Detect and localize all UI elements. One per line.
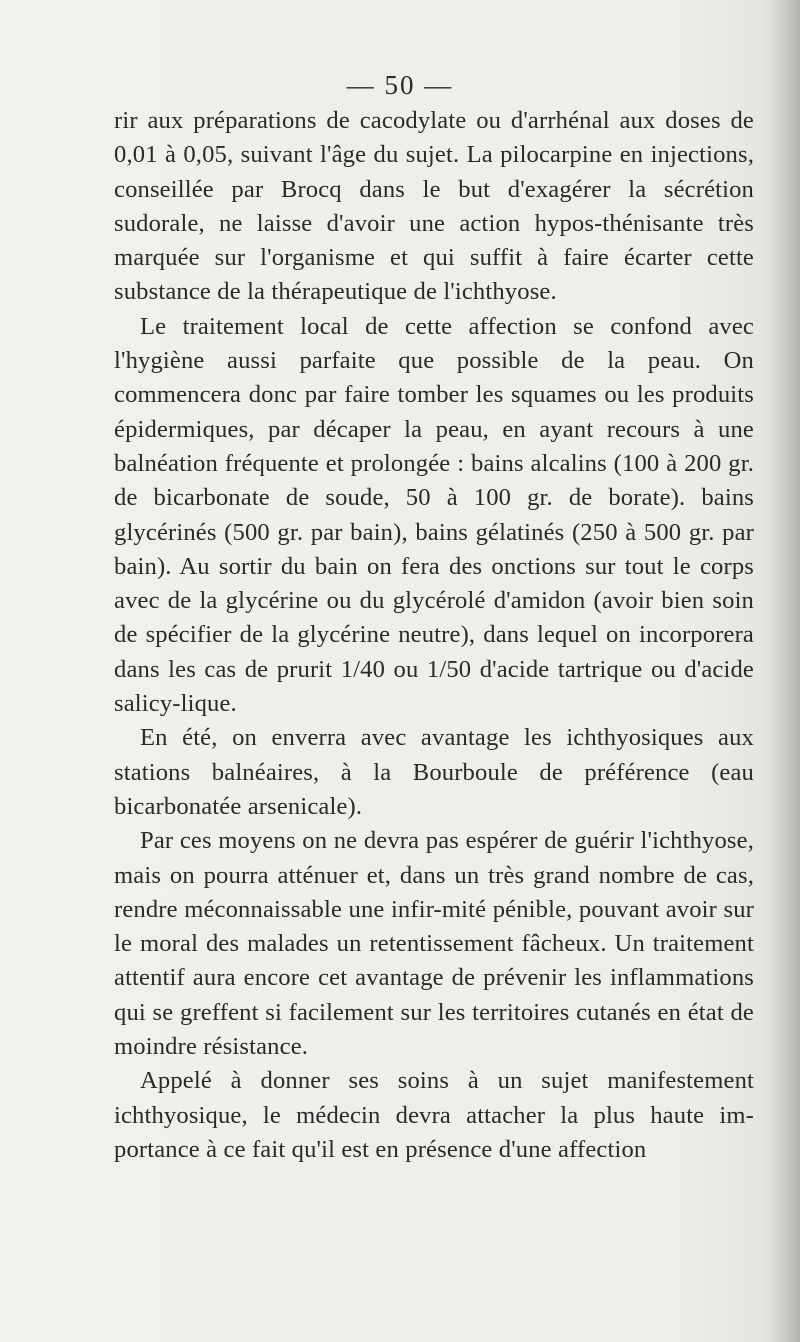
body-text bbox=[114, 104, 754, 1167]
paragraph-expected-results: Par ces moyens on ne devra pas espérer de guérir l'ichthyose, mais on pourra atténuer et, dans un très grand nombre de cas, rendre méconnaissable une infir-mité pénible, pouvant avoir sur le moral des malades un retentissement fâcheux. Un traitement attentif aura encore cet avantage de prévenir les inflammations qui se greffent si facilement sur les territoires cutanés en état de moindre résistance. bbox=[114, 827, 754, 1061]
paragraph-continued: rir aux préparations de cacodylate ou d'arrhénal aux doses de 0,01 à 0,05, suivant l'âge du sujet. La pilocarpine en injections, conseillée par Brocq dans le but d'exagérer la sécrétion sudorale, ne laisse d'avoir une action hypos-thénisante très marquée sur l'organisme et qui suffit à faire écarter cette substance de la thérapeutique de l'ichthyose. bbox=[114, 107, 754, 306]
page-number: — 50 — bbox=[346, 70, 454, 100]
paragraph-summer-stations: En été, on enverra avec avantage les ichthyosiques aux stations balnéaires, à la Bourboule de préférence (eau bicarbonatée arsenicale). bbox=[114, 724, 754, 820]
page-edge-shadow bbox=[766, 0, 800, 1342]
paragraph-local-treatment: Le traitement local de cette affection se confond avec l'hygiène aussi parfaite que possible de la peau. On commencera donc par faire tomber les squames ou les produits épidermiques, par décaper la peau, en ayant recours à une balnéation fréquente et prolongée : bains alcalins (100 à 200 gr. de bicarbonate de soude, 50 à 100 gr. de borate). bains glycérinés (500 gr. par bain), bains gélatinés (250 à 500 gr. par bain). Au sortir du bain on fera des onctions sur tout le corps avec de la glycérine ou du glycérolé d'amidon (avoir bien soin de spécifier de la glycérine neutre), dans lequel on incorporera dans les cas de prurit 1/40 ou 1/50 d'acide tartrique ou d'acide salicy-lique. bbox=[114, 312, 754, 718]
paragraph-physician-role: Appelé à donner ses soins à un sujet manifestement ichthyosique, le médecin devra attacher la plus haute im-portance à ce fait qu'il est en présence d'une affection bbox=[114, 1067, 754, 1163]
